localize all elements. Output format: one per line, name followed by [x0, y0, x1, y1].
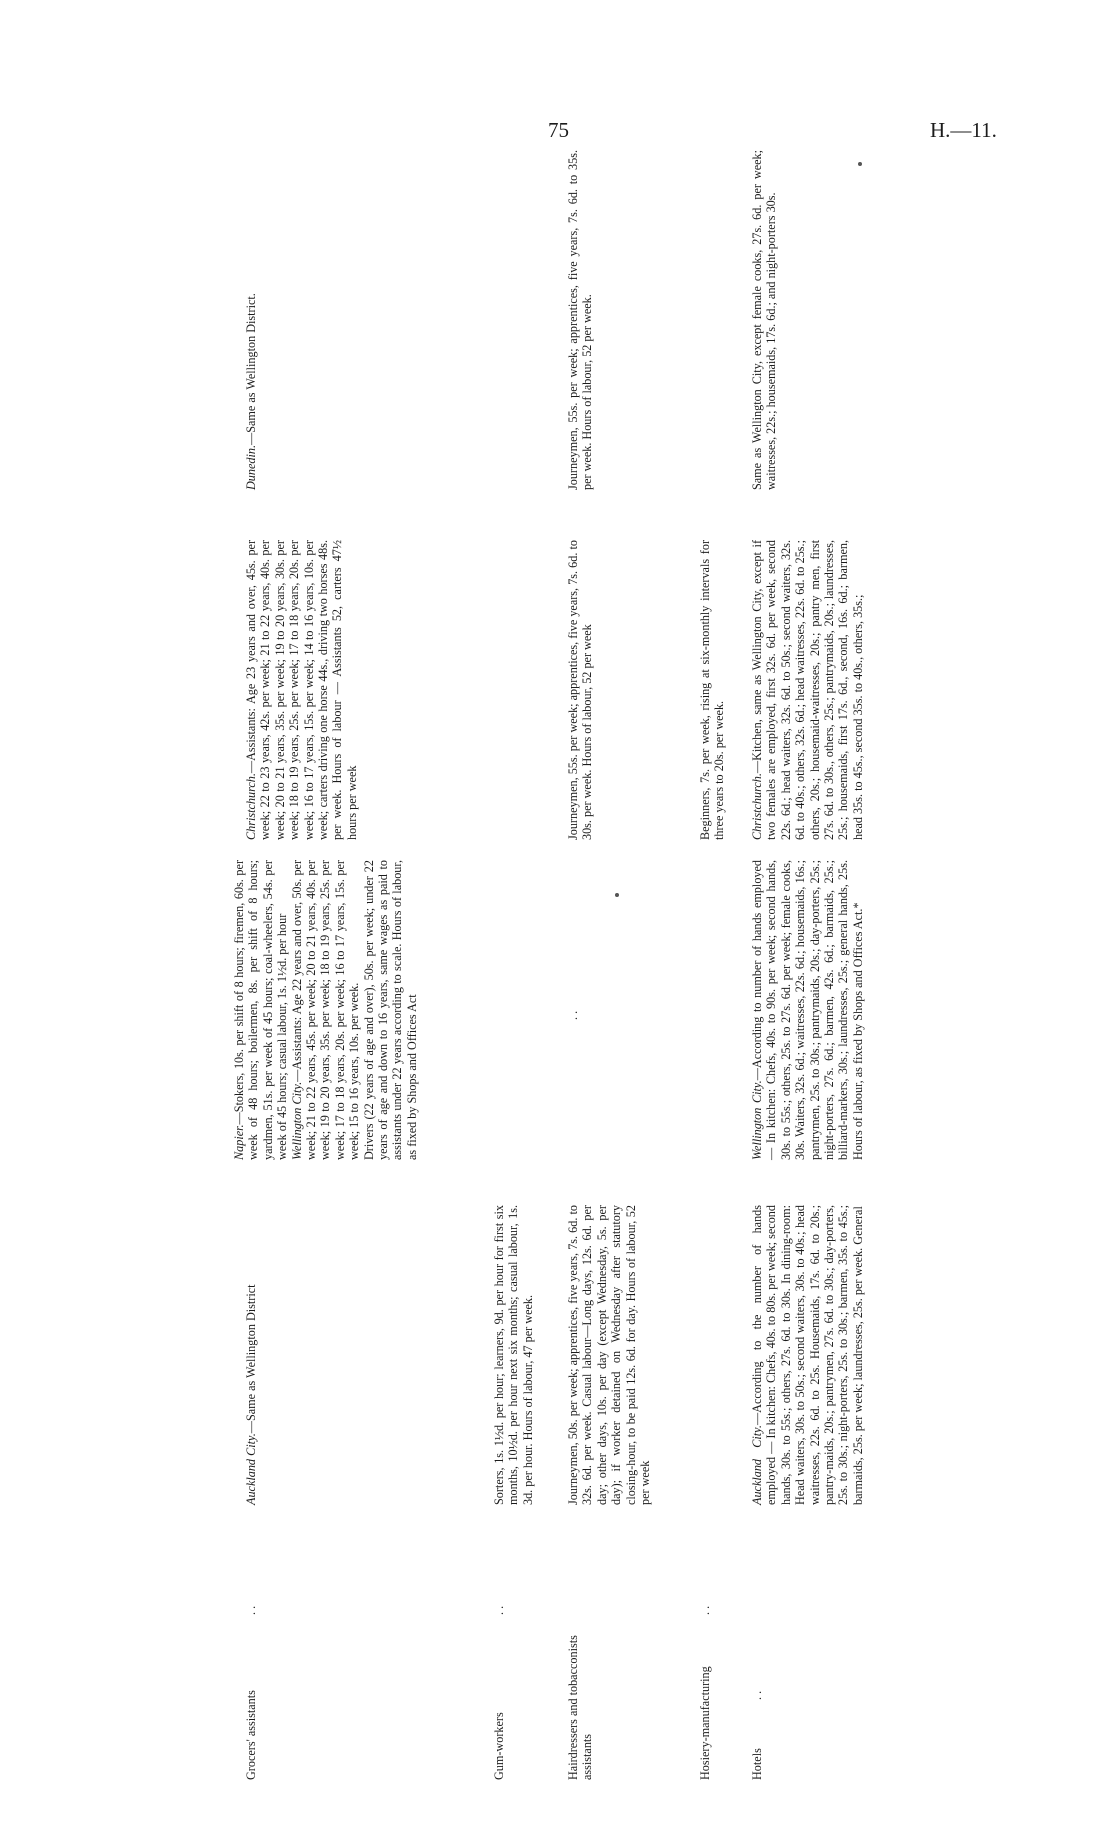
- page-reference: H.—11.: [930, 118, 997, 142]
- christchurch-cell: Journeymen, 55s. per week; apprentices, five years, 7s. 6d. to 30s. per week. Hours of labour, 52 per week: [566, 540, 595, 840]
- cell-text: —Kitchen, same as Wellington City, except if two females are employed, first 32s. 6d. per week, second 22s. 6d.; head waiters, 32s. 6d. to 50s.; second waiters, 32s. 6d. to 40s.; others, 32s. 6d.; head waitresses, 22s. 6d. to 25s.; others, 20s.; housemaid-waitresses, 20s.; pantry men, first 27s. 6d. to 30s., others, 25s.; pantrymaids, 20s.; laundresses, 25s.; housemaids, first 17s. 6d., second, 16s. 6d.; barmen, head 35s. to 45s., second 35s. to 40s., others, 35s.;: [750, 540, 865, 840]
- city-name: Christchurch.: [244, 773, 258, 840]
- row-label: Hairdressers and tobacconists assistants: [566, 1635, 595, 1780]
- table-row: [566, 140, 696, 1780]
- rotated-table: [230, 140, 1010, 1780]
- leader-dots: . .: [698, 1605, 712, 1615]
- leader-dots: . .: [244, 1605, 258, 1615]
- page-number: 75: [548, 118, 569, 142]
- cell-text: —Assistants: Age 22 years and over, 50s. per week; 21 to 22 years, 45s. per week; 20 to 21 years, 40s. per week; 19 to 20 years, 35s. per week; 18 to 19 years, 25s. per week; 17 to 18 years, 20s. per week; 16 to 17 years, 15s. per week; 15 to 16 years, 10s. per week.: [289, 859, 362, 1160]
- city-name: Wellington City.: [750, 1080, 764, 1160]
- dunedin-cell: Journeymen, 55s. per week; apprentices, five years, 7s. 6d. to 35s. per week. Hours of labour, 52 per week.: [566, 150, 595, 490]
- cell-text: —Same as Wellington District: [244, 1284, 258, 1434]
- table-row: [492, 140, 562, 1780]
- table-row: [230, 140, 480, 1780]
- dunedin-cell: [244, 150, 258, 490]
- cell-text: —According to number of hands employed — In kitchen: Chefs, 40s. to 90s. per week; second hands, 30s. to 55s.; others, 25s. to 27s. 6d. per week; female cooks, 30s. Waiters, 32s. 6d.; waitresses, 22s. 6d.; housemaids, 16s.; pantrymen, 25s. to 30s.; pantrymaids, 20s.; day-porters, 25s.; night-porters, 27s. 6d.; barmen, 42s. 6d.; barmaids, 25s.; billiard-markers, 30s.; laundresses, 25s.; general hands, 25s. Hours of labour, as fixed by Shops and Offices Act.*: [750, 859, 865, 1160]
- auckland-cell: [244, 1205, 258, 1505]
- row-label: Hosiery-manufacturing: [698, 1666, 712, 1780]
- city-name: Christchurch.: [750, 773, 764, 840]
- city-name: Auckland City.: [244, 1433, 258, 1505]
- christchurch-cell: [750, 540, 865, 840]
- leader-dots: . .: [492, 1605, 506, 1615]
- dunedin-cell: Same as Wellington City, except female cooks, 27s. 6d. per week; waitresses, 22s.; housemaids, 17s. 6d.; and night-porters 30s.: [750, 150, 779, 490]
- city-name: Wellington City.: [289, 1081, 304, 1160]
- row-label: Hotels: [750, 1748, 764, 1780]
- auckland-cell: Journeymen, 50s. per week; apprentices, five years, 7s. 6d. to 32s. 6d. per week. Casual labour—Long days, 12s. 6d. per day; other days, 10s. per day (except Wednesday, 5s. per day); if worker detained on Wednesday after statutory closing-hour, to be paid 12s. 6d. for day. Hours of labour, 52 per week: [566, 1205, 653, 1505]
- city-name: Dunedin.: [244, 444, 258, 490]
- city-name: Napier.: [232, 1124, 246, 1160]
- auckland-cell: [750, 1205, 865, 1505]
- auckland-cell: Sorters, 1s. 1½d. per hour; learners, 9d. per hour for first six months, 10½d. per hour next six months; casual labour, 1s. 3d. per hour. Hours of labour, 47 per week.: [492, 1205, 535, 1505]
- leader-dots: . .: [750, 1690, 764, 1700]
- wellington-cell: [232, 860, 419, 1160]
- row-label: Grocers' assistants: [244, 1690, 258, 1780]
- christchurch-cell: Beginners, 7s. per week, rising at six-monthly intervals for three years to 20s. per week.: [698, 540, 727, 840]
- leader-dots: . .: [566, 1010, 580, 1020]
- christchurch-cell: [244, 540, 359, 840]
- table-row: [698, 140, 748, 1780]
- cell-text: —According to the number of hands employed — In kitchen: Chefs, 40s. to 80s. per week; second hands, 30s. to 55s.; others, 27s. 6d. to 30s. In dining-room: Head waiters, 30s. to 50s.; second waiters, 30s. to 40s.; head waitresses, 22s. 6d. to 25s. Housemaids, 17s. 6d. to 20s.; pantry-maids, 20s.; pantrymen, 27s. 6d. to 30s.; day-porters, 25s. to 30s.; night-porters, 25s. to 30s.; barmen, 35s. to 45s.; barmaids, 25s. per week; laundresses, 25s. per week. General: [750, 1204, 865, 1505]
- cell-text: Drivers (22 years of age and over), 50s. per week; under 22 years of age and down to 16 years, same wages as paid to assistants under 22 years according to scale. Hours of labour, as fixed by Shops and Offices Act: [361, 860, 419, 1160]
- row-label: Gum-workers: [492, 1712, 506, 1780]
- city-name: Auckland City.: [750, 1425, 764, 1505]
- cell-text: —Stokers, 10s. per shift of 8 hours; firemen, 60s. per week of 48 hours; boilermen, 8s. per shift of 8 hours; yardmen, 51s. per week of 45 hours; coal-wheelers, 54s. per week of 45 hours; casual labour, 1s. 1½d. per hour: [232, 860, 290, 1160]
- cell-text: —Same as Wellington District.: [244, 293, 258, 445]
- cell-text: —Assistants: Age 23 years and over, 45s. per week; 22 to 23 years, 42s. per week; 21 to 22 years, 40s. per week; 20 to 21 years, 35s. per week; 19 to 20 years, 30s. per week; 18 to 19 years, 25s. per week; 17 to 18 years, 20s. per week; 16 to 17 years, 15s. per week; 14 to 16 years, 10s. per week; carters driving one horse 44s., driving two horses 48s. per week. Hours of labour — Assistants 52, carters 47½ hours per week: [244, 540, 359, 840]
- table-row: [750, 140, 940, 1780]
- wellington-cell: [750, 860, 865, 1160]
